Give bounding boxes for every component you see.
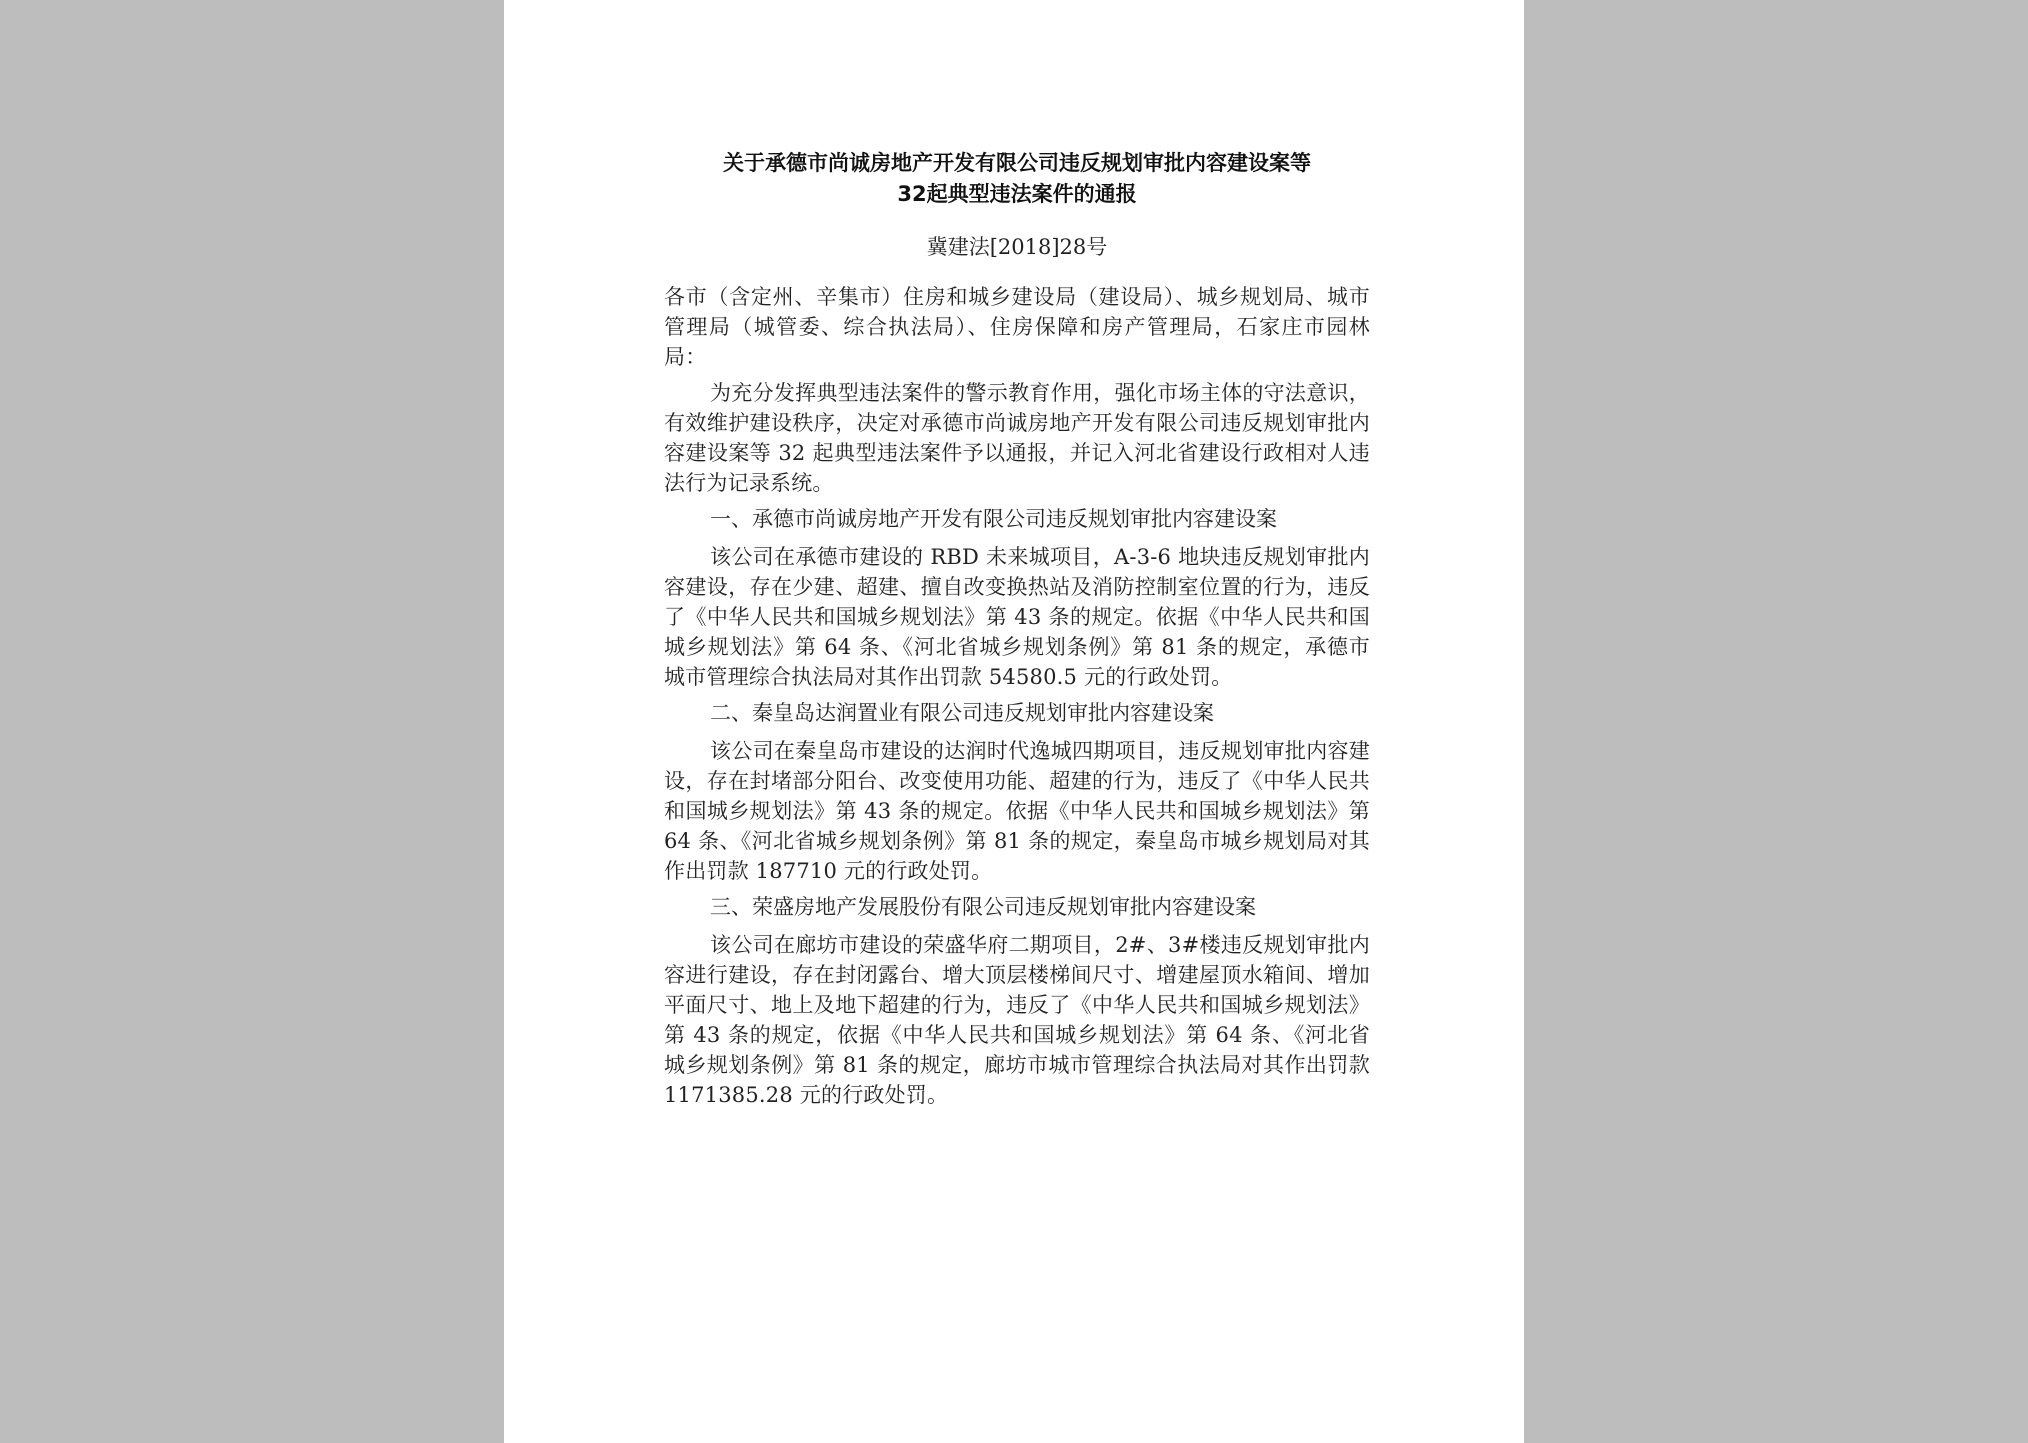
case-3-heading: 三、荣盛房地产发展股份有限公司违反规划审批内容建设案 <box>710 895 1256 919</box>
case-3-body: 该公司在廊坊市建设的荣盛华府二期项目，2#、3#楼违反规划审批内容进行建设，存在封闭露台、增大顶层楼梯间尺寸、增建屋顶水箱间、增加平面尺寸、地上及地下超建的行为，违反了《中华人民共和国城乡规划法》第 43 条的规定，依据《中华人民共和国城乡规划法》第 64 条、《河北省城乡规划条例》第 81 条的规定，廊坊市城市管理综合执法局对其作出罚款 1171385.28 元的行政处罚。 <box>664 933 1370 1107</box>
document-page <box>504 0 1524 1443</box>
case-1-body: 该公司在承德市建设的 RBD 未来城项目，A-3-6 地块违反规划审批内容建设，存在少建、超建、擅自改变换热站及消防控制室位置的行为，违反了《中华人民共和国城乡规划法》第 43 条的规定。依据《中华人民共和国城乡规划法》第 64 条、《河北省城乡规划条例》第 81 条的规定，承德市城市管理综合执法局对其作出罚款 54580.5 元的行政处罚。 <box>664 545 1370 689</box>
document-number: 冀建法[2018]28号 <box>926 235 1108 259</box>
title-line-2: 32起典型违法案件的通报 <box>897 182 1137 206</box>
document-title <box>664 148 1370 210</box>
title-line-1: 关于承德市尚诚房地产开发有限公司违反规划审批内容建设案等 <box>723 151 1311 175</box>
case-1-heading: 一、承德市尚诚房地产开发有限公司违反规划审批内容建设案 <box>710 507 1277 531</box>
case-2-heading: 二、秦皇岛达润置业有限公司违反规划审批内容建设案 <box>710 701 1214 725</box>
case-2-body: 该公司在秦皇岛市建设的达润时代逸城四期项目，违反规划审批内容建设，存在封堵部分阳台、改变使用功能、超建的行为，违反了《中华人民共和国城乡规划法》第 43 条的规定。依据《中华人民共和国城乡规划法》第 64 条、《河北省城乡规划条例》第 81 条的规定，秦皇岛市城乡规划局对其作出罚款 187710 元的行政处罚。 <box>664 739 1370 883</box>
intro-paragraph: 为充分发挥典型违法案件的警示教育作用，强化市场主体的守法意识，有效维护建设秩序，决定对承德市尚诚房地产开发有限公司违反规划审批内容建设案等 32 起典型违法案件予以通报，并记入河北省建设行政相对人违法行为记录系统。 <box>664 381 1370 495</box>
page-content <box>664 148 1370 1116</box>
addressee-paragraph: 各市（含定州、辛集市）住房和城乡建设局（建设局）、城乡规划局、城市管理局（城管委、综合执法局）、住房保障和房产管理局，石家庄市园林局： <box>664 285 1370 369</box>
